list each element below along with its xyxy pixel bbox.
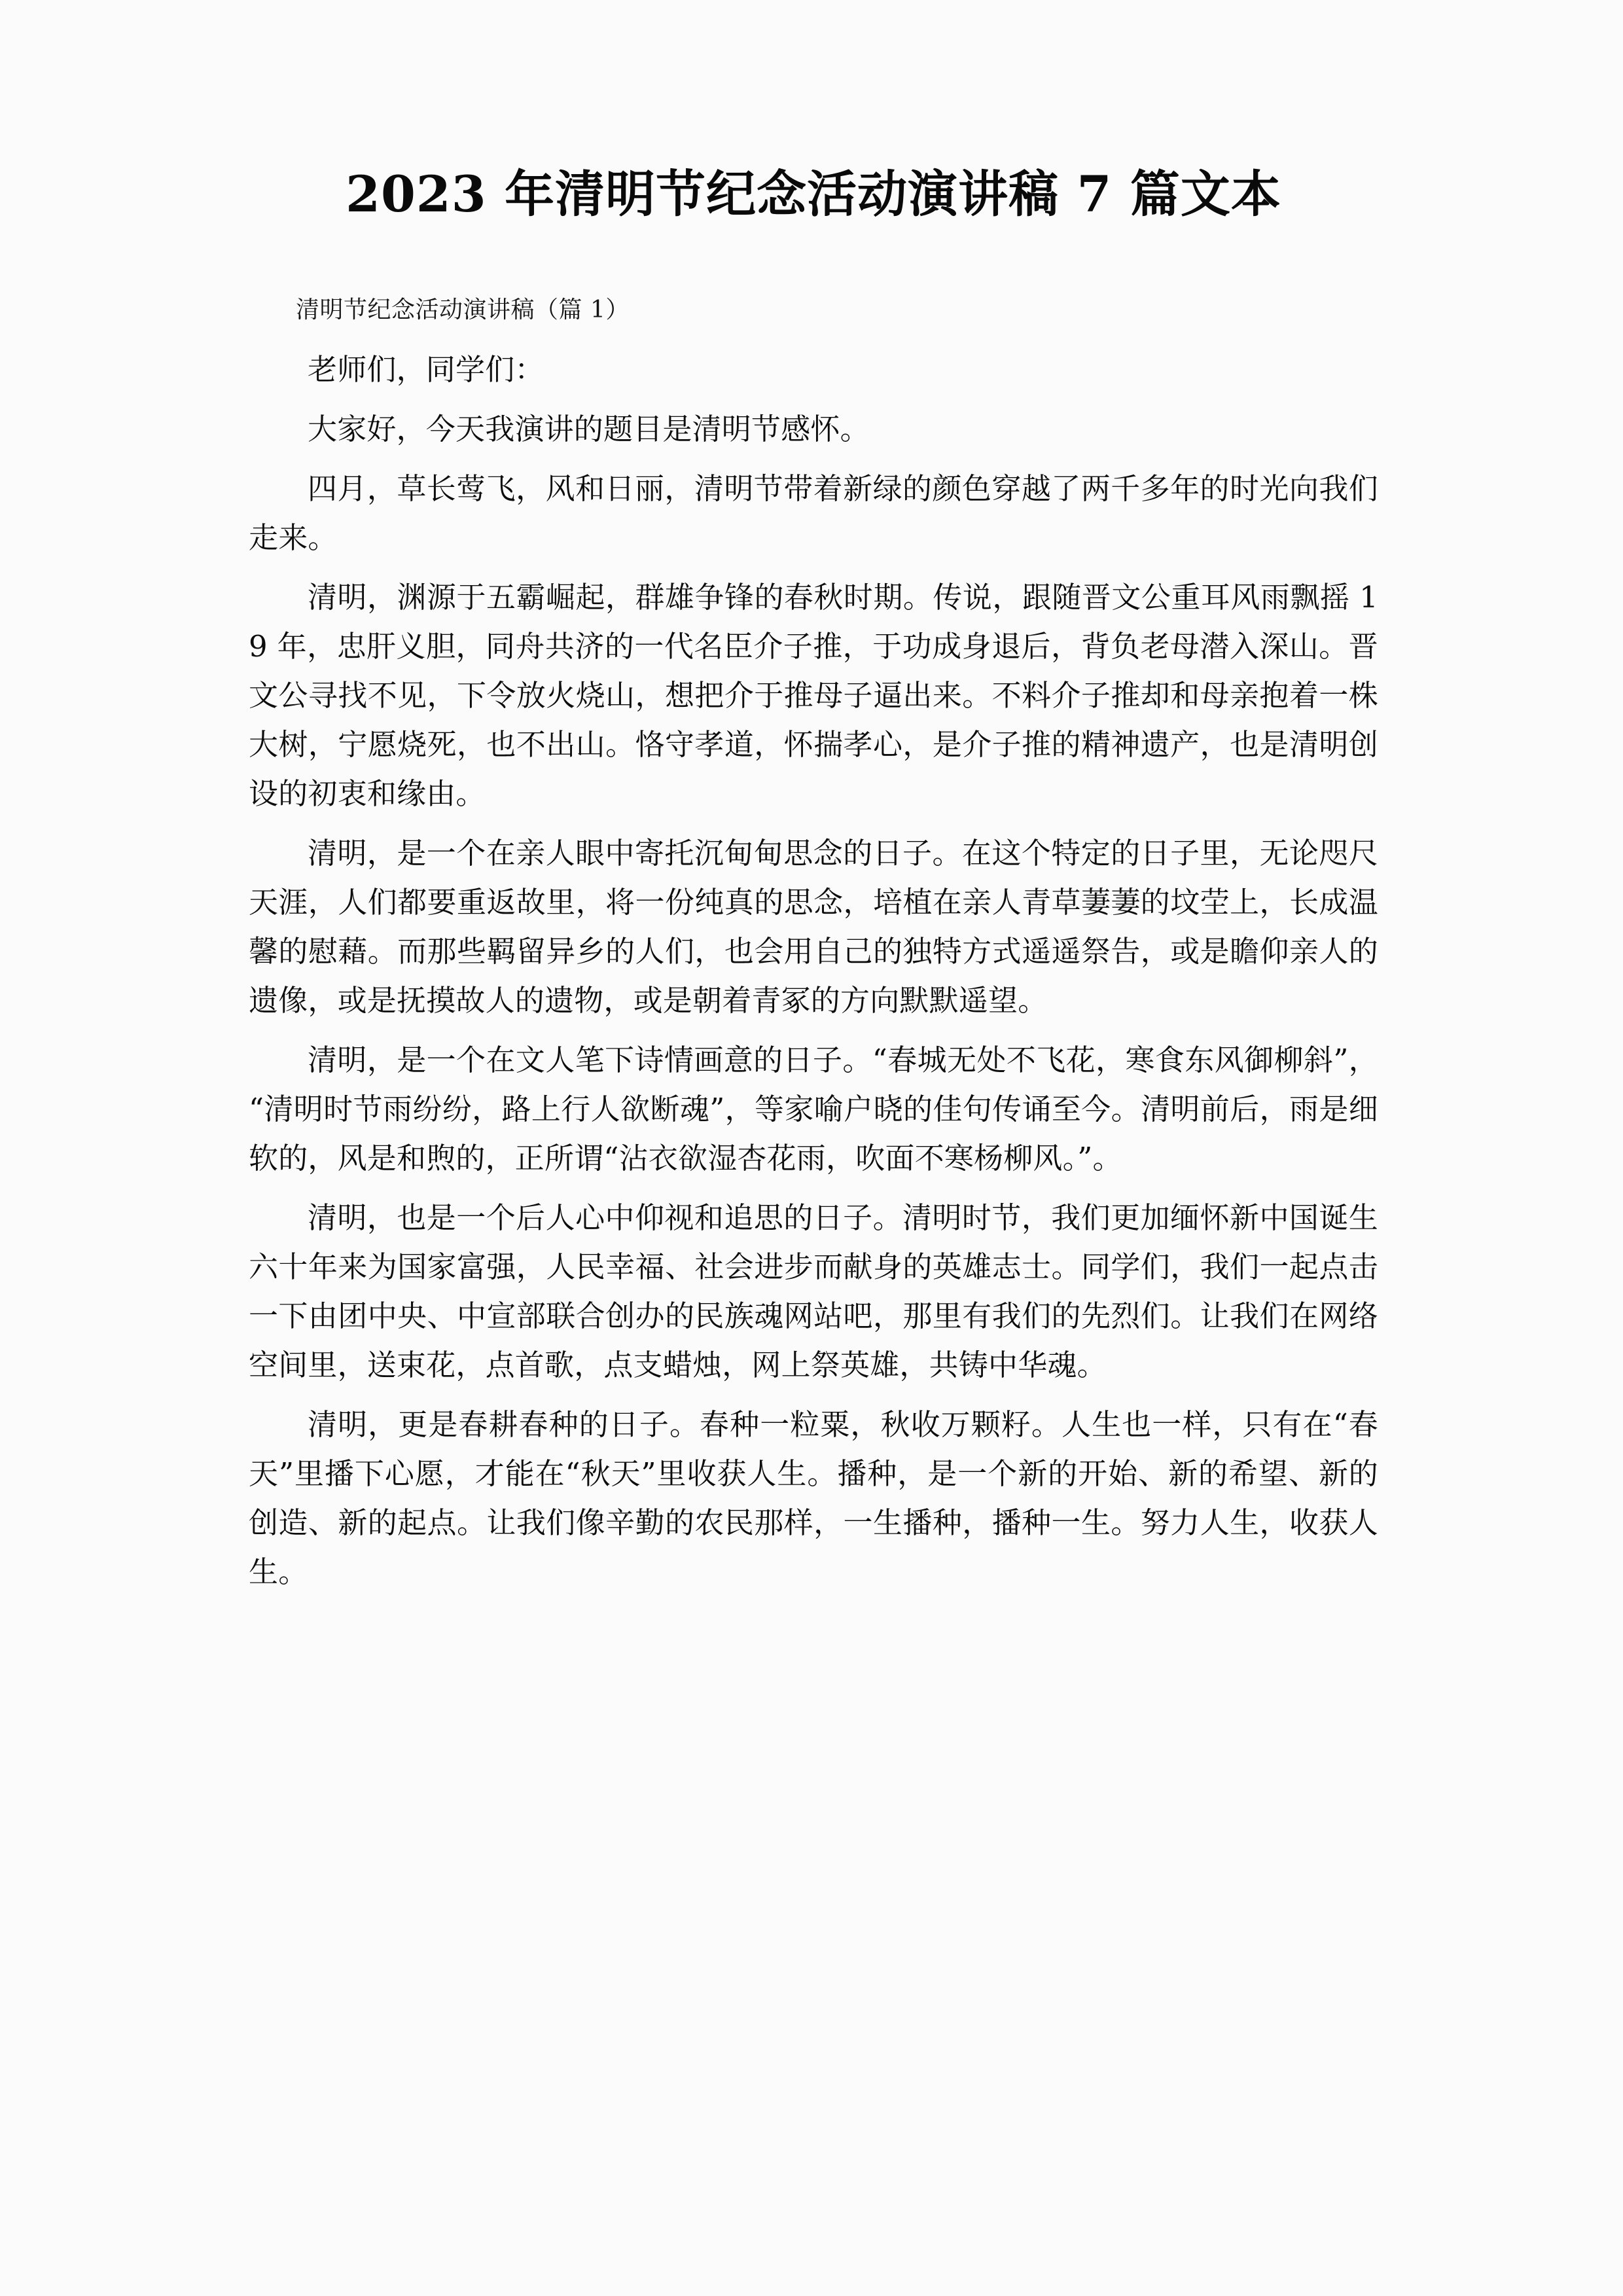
section-heading: 清明节纪念活动演讲稿（篇 1） [296,296,630,324]
opening-line: 大家好，今天我演讲的题目是清明节感怀。 [308,412,870,447]
body-paragraph-2: 清明，渊源于五霸崛起，群雄争锋的春秋时期。传说，跟随晋文公重耳风雨飘摇 19 年，忠肝义胆，同舟共济的一代名臣介子推，于功成身退后，背负老母潜入深山。晋文公寻找不见，下令放火烧山，想把介于推母子逼出来。不料介子推却和母亲抱着一株大树，宁愿烧死，也不出山。恪守孝道，怀揣孝心，是介子推的精神遗产，也是清明创设的初衷和缘由。 [249,580,1378,812]
body-paragraph-3: 清明，是一个在亲人眼中寄托沉甸甸思念的日子。在这个特定的日子里，无论咫尺天涯，人们都要重返故里，将一份纯真的思念，培植在亲人青草萋萋的坟茔上，长成温馨的慰藉。而那些羁留异乡的人们，也会用自己的独特方式遥遥祭告，或是瞻仰亲人的遗像，或是抚摸故人的遗物，或是朝着青冢的方向默默遥望。 [249,836,1378,1018]
document-body [249,0,1378,1596]
page-title: 2023 年清明节纪念活动演讲稿 7 篇文本 [346,165,1281,223]
salutation-line: 老师们，同学们： [308,352,544,387]
body-paragraph-6: 清明，更是春耕春种的日子。春种一粒粟，秋收万颗籽。人生也一样，只有在“春天”里播下心愿，才能在“秋天”里收获人生。播种，是一个新的开始、新的希望、新的创造、新的起点。让我们像辛勤的农民那样，一生播种，播种一生。努力人生，收获人生。 [249,1407,1378,1590]
body-paragraph-1: 四月，草长莺飞，风和日丽，清明节带着新绿的颜色穿越了两千多年的时光向我们走来。 [249,471,1378,556]
body-paragraph-4: 清明，是一个在文人笔下诗情画意的日子。“春城无处不飞花，寒食东风御柳斜”，“清明时节雨纷纷，路上行人欲断魂”，等家喻户晓的佳句传诵至今。清明前后，雨是细软的，风是和煦的，正所谓“沾衣欲湿杏花雨，吹面不寒杨柳风。”。 [249,1043,1378,1176]
body-paragraph-5: 清明，也是一个后人心中仰视和追思的日子。清明时节，我们更加缅怀新中国诞生六十年来为国家富强，人民幸福、社会进步而献身的英雄志士。同学们，我们一起点击一下由团中央、中宣部联合创办的民族魂网站吧，那里有我们的先烈们。让我们在网络空间里，送束花，点首歌，点支蜡烛，网上祭英雄，共铸中华魂。 [249,1200,1378,1383]
